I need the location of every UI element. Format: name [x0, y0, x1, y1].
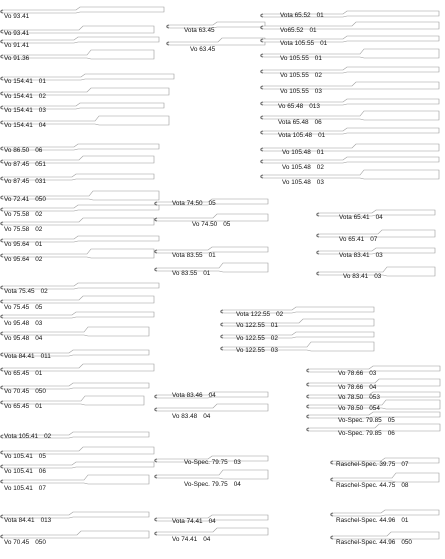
needle-type-name: Vo 83.48 [172, 413, 198, 420]
needle-code: 050 [35, 196, 46, 203]
needle-code: 04 [375, 214, 383, 221]
needle-code: 01 [35, 241, 43, 248]
needle-type-name: Vota 65.52 [280, 12, 311, 19]
needle-label [4, 539, 46, 546]
needle-type-name: Vo 154.41 [4, 93, 33, 100]
needle-outline [156, 528, 268, 535]
needle-type-name: Vota 83.46 [172, 392, 203, 399]
needle-label [4, 517, 51, 524]
needle-label [4, 161, 46, 168]
needle-type-name: Vo 105.55 [280, 55, 309, 62]
needle-code: 05 [387, 417, 395, 424]
needle-label [280, 12, 324, 19]
needle-type-name: Vo 93.41 [4, 13, 30, 20]
needle-code: 01 [38, 78, 46, 85]
needle-code: 06 [38, 468, 46, 475]
needle-label [236, 322, 278, 329]
needle-type-name: Vota 65.41 [339, 214, 370, 221]
needle-drawing [264, 169, 439, 179]
needle-type-name: Vota 75.45 [4, 288, 35, 295]
needle-label [172, 200, 216, 207]
needle-type-name: Vo 65.45 [4, 370, 30, 377]
needle-outline [332, 473, 439, 482]
needle-label [280, 72, 322, 79]
needle-type-name: Vo 87.45 [4, 178, 30, 185]
needle-drawing [158, 402, 268, 412]
needle-label [338, 370, 376, 377]
needle-code: 02 [40, 288, 48, 295]
needle-type-name: Vo 75.45 [4, 304, 30, 311]
needle-type-name: Vota 122.55 [236, 311, 271, 318]
needle-label [278, 132, 325, 139]
needle-label [338, 430, 395, 437]
needle-code: 03 [375, 252, 383, 259]
needle-label [172, 536, 210, 543]
needle-type-name: Raschel-Spec. 44.96 [336, 517, 396, 524]
needle-type-name: Vo 95.48 [4, 320, 30, 327]
needle-type-name: Vo 91.41 [4, 42, 30, 49]
needle-code: 03 [35, 320, 43, 327]
needle-outline [2, 531, 149, 538]
needle-label [4, 55, 29, 62]
needle-type-name: Vo 70.45 [4, 388, 30, 395]
needle-label [172, 392, 216, 399]
needle-label [4, 370, 42, 377]
needle-label [336, 539, 412, 546]
needle-label [172, 270, 210, 277]
needle-label [4, 42, 29, 49]
needle-code: 053 [369, 394, 380, 401]
needle-code: 013 [309, 103, 320, 110]
needle-label [4, 226, 42, 233]
needle-drawing [4, 294, 154, 304]
needle-type-name: Vo 122.55 [236, 347, 265, 354]
needle-type-name: Vo 122.55 [236, 322, 265, 329]
needle-type-name: Vota 65.48 [278, 119, 309, 126]
needle-outline [332, 532, 439, 539]
needle-type-name: Vo 83.41 [343, 273, 369, 280]
needle-label [339, 236, 377, 243]
needle-label [4, 178, 46, 185]
needle-label [192, 221, 230, 228]
needle-label [278, 103, 320, 110]
needle-type-name: Vo 74.41 [172, 536, 198, 543]
needle-type-name: Vo 65.45 [4, 403, 30, 410]
needle-type-name: Vo 95.64 [4, 256, 30, 263]
needle-type-name: Vo-Spec. 79.75 [184, 481, 228, 488]
needle-type-name: Vo 83.55 [172, 270, 198, 277]
needle-type-name: Vota 74.50 [172, 200, 203, 207]
needle-label [282, 179, 324, 186]
needle-drawing [320, 228, 435, 238]
needle-code: 01 [270, 322, 278, 329]
needle-outline [156, 470, 268, 479]
needle-code: 01 [309, 27, 317, 34]
needle-type-name: Vo 154.41 [4, 107, 33, 114]
needle-code: 06 [35, 147, 43, 154]
needle-code: 02 [44, 433, 52, 440]
needle-code: 01 [320, 40, 328, 47]
needle-outline [168, 38, 265, 45]
needle-type-name: Vo 154.41 [4, 122, 33, 129]
needle-code: 01 [314, 55, 322, 62]
needle-type-name: Vo 78.50 [338, 405, 364, 412]
needle-code: 01 [318, 132, 326, 139]
needle-code: 05 [35, 304, 43, 311]
needle-outline [156, 404, 268, 411]
needle-type-name: Vota 83.41 [339, 252, 370, 259]
needle-label [4, 147, 42, 154]
needle-outline [262, 170, 439, 179]
needle-type-name: Raschel-Spec. 44.96 [336, 539, 396, 546]
needle-outline [156, 214, 268, 221]
needle-type-name: Vo65.52 [280, 27, 304, 34]
needle-type-name: Vo-Spec. 79.85 [338, 430, 382, 437]
needle-drawing [158, 526, 268, 536]
needle-type-name: Vota 63.45 [184, 27, 215, 34]
needle-code: 01 [401, 517, 409, 524]
needle-code: 050 [35, 388, 46, 395]
needle-drawing [334, 472, 439, 482]
needle-code: 013 [40, 517, 52, 524]
needle-outline [2, 218, 154, 225]
needle-type-name: Vota 105.55 [280, 40, 315, 47]
needle-type-name: Vo 75.58 [4, 226, 30, 233]
needle-type-name: Vo 93.41 [4, 30, 30, 37]
needle-type-name: Vo 86.50 [4, 147, 30, 154]
needle-code: 02 [35, 256, 43, 263]
needle-code: 031 [35, 178, 46, 185]
needle-code: 03 [314, 88, 322, 95]
needle-code: 02 [276, 311, 284, 318]
needle-outline [2, 312, 154, 318]
needle-label [172, 252, 216, 259]
needle-code: 07 [370, 236, 378, 243]
needle-type-name: Vo 105.41 [4, 485, 33, 492]
needle-label [4, 335, 42, 342]
needle-code: 01 [35, 403, 43, 410]
needle-label [172, 413, 210, 420]
needle-code: 02 [314, 72, 322, 79]
needle-drawing [4, 216, 154, 226]
needle-type-name: Vo 122.55 [236, 335, 265, 342]
needle-outline [262, 157, 439, 163]
needle-code: 01 [203, 270, 211, 277]
needle-type-name: Vo 105.41 [4, 453, 33, 460]
needle-label [4, 388, 46, 395]
needle-label [4, 485, 46, 492]
needle-drawing [170, 36, 265, 46]
needle-type-name: Vota 105.48 [278, 132, 313, 139]
needle-code: 04 [203, 536, 211, 543]
needle-type-name: Vo 87.45 [4, 161, 30, 168]
needle-code: 04 [35, 335, 43, 342]
needle-code: 08 [401, 482, 409, 489]
needle-code: 051 [35, 161, 46, 168]
needle-label [339, 252, 383, 259]
needle-code: 011 [40, 353, 51, 360]
needle-label [4, 353, 51, 360]
needle-code: 03 [38, 107, 46, 114]
needle-label [280, 88, 322, 95]
needle-code: 06 [387, 430, 395, 437]
needle-label [4, 78, 46, 85]
needle-type-name: Vo 105.41 [4, 468, 33, 475]
needle-code: 04 [208, 392, 216, 399]
needle-code: 01 [316, 149, 324, 156]
needle-code: 01 [35, 370, 43, 377]
needle-drawing [4, 309, 154, 319]
needle-type-name: Vo 105.48 [282, 164, 311, 171]
needle-label [4, 107, 46, 114]
needle-drawing [158, 469, 268, 479]
needle-label [339, 214, 383, 221]
needle-code: 02 [38, 93, 46, 100]
needle-label [280, 40, 327, 47]
needle-code: 04 [233, 481, 241, 488]
needle-label [343, 273, 381, 280]
needle-code: 01 [208, 252, 216, 259]
needle-type-name: Vo 75.58 [4, 211, 30, 218]
needle-code: 050 [401, 539, 412, 546]
needle-code: 04 [208, 518, 216, 525]
needle-type-name: Vo 95.48 [4, 335, 30, 342]
needle-label [184, 481, 241, 488]
needle-type-name: Vo-Spec. 79.85 [338, 417, 382, 424]
needle-outline [2, 475, 149, 484]
needle-code: 03 [316, 179, 324, 186]
needle-code: 03 [270, 347, 278, 354]
needle-outline [332, 510, 439, 516]
needle-label [336, 482, 408, 489]
needle-code: 06 [314, 119, 322, 126]
needle-type-name: Vo 78.66 [338, 384, 364, 391]
needle-type-name: Vota 105.41 [4, 433, 39, 440]
needle-code: 05 [208, 200, 216, 207]
needle-label [184, 27, 215, 34]
needle-code: 07 [38, 485, 46, 492]
needle-code: 05 [223, 221, 231, 228]
needle-drawing [264, 154, 439, 164]
needle-code: 03 [233, 459, 241, 466]
needle-type-name: Vo 65.48 [278, 103, 304, 110]
needle-type-name: Vo 72.41 [4, 196, 30, 203]
needle-type-name: Vo 65.41 [339, 236, 365, 243]
needle-label [172, 518, 216, 525]
needle-label [4, 241, 42, 248]
needle-label [236, 347, 278, 354]
needle-label [4, 13, 29, 20]
needle-type-name: Vo 91.36 [4, 55, 30, 62]
needle-type-name: Raschel-Spec. 39.75 [336, 461, 396, 468]
needle-type-name: Vo 105.55 [280, 88, 309, 95]
needle-label [4, 403, 42, 410]
needle-type-name: Vo 95.64 [4, 241, 30, 248]
needle-code: 02 [35, 226, 43, 233]
needle-type-name: Vo 105.48 [282, 149, 311, 156]
needle-code: 050 [35, 539, 46, 546]
needle-outline [168, 22, 265, 28]
needle-code: 03 [369, 370, 377, 377]
needle-label [4, 433, 51, 440]
needle-outline [2, 296, 154, 303]
needle-drawing [4, 529, 149, 539]
needle-label [4, 122, 46, 129]
needle-drawing [334, 507, 439, 517]
needle-label [190, 46, 215, 53]
needle-code: 01 [316, 12, 324, 19]
needle-code: 054 [369, 405, 380, 412]
needle-type-name: Vo-Spec. 79.75 [184, 459, 228, 466]
needle-type-name: Vo 78.66 [338, 370, 364, 377]
needle-code: 02 [270, 335, 278, 342]
needle-type-name: Vo 78.50 [338, 394, 364, 401]
needle-type-name: Vo 105.48 [282, 179, 311, 186]
needle-type-name: Vo 105.55 [280, 72, 309, 79]
needle-drawing [4, 474, 149, 484]
needle-type-name: Vo 154.41 [4, 78, 33, 85]
needle-label [280, 55, 322, 62]
needle-code: 04 [38, 122, 46, 129]
needle-label [184, 459, 241, 466]
needle-code: 02 [316, 164, 324, 171]
needle-type-name: Raschel-Spec. 44.75 [336, 482, 396, 489]
needle-code: 07 [401, 461, 409, 468]
needle-label [336, 461, 408, 468]
needle-code: 04 [369, 384, 377, 391]
needle-label [336, 517, 408, 524]
needle-code: 05 [38, 453, 46, 460]
needle-type-name: Vota 74.41 [172, 518, 203, 525]
needle-code: 04 [203, 413, 211, 420]
needle-label [4, 93, 46, 100]
needle-code: 03 [374, 273, 382, 280]
needle-type-name: Vota 84.41 [4, 353, 35, 360]
needle-type-name: Vo 63.45 [190, 46, 216, 53]
needle-type-name: Vo 74.50 [192, 221, 218, 228]
needle-type-name: Vota 84.41 [4, 517, 35, 524]
needle-type-name: Vota 83.55 [172, 252, 203, 259]
needle-type-name: Vo 70.45 [4, 539, 30, 546]
needle-code: 02 [35, 211, 43, 218]
needle-label [4, 256, 42, 263]
